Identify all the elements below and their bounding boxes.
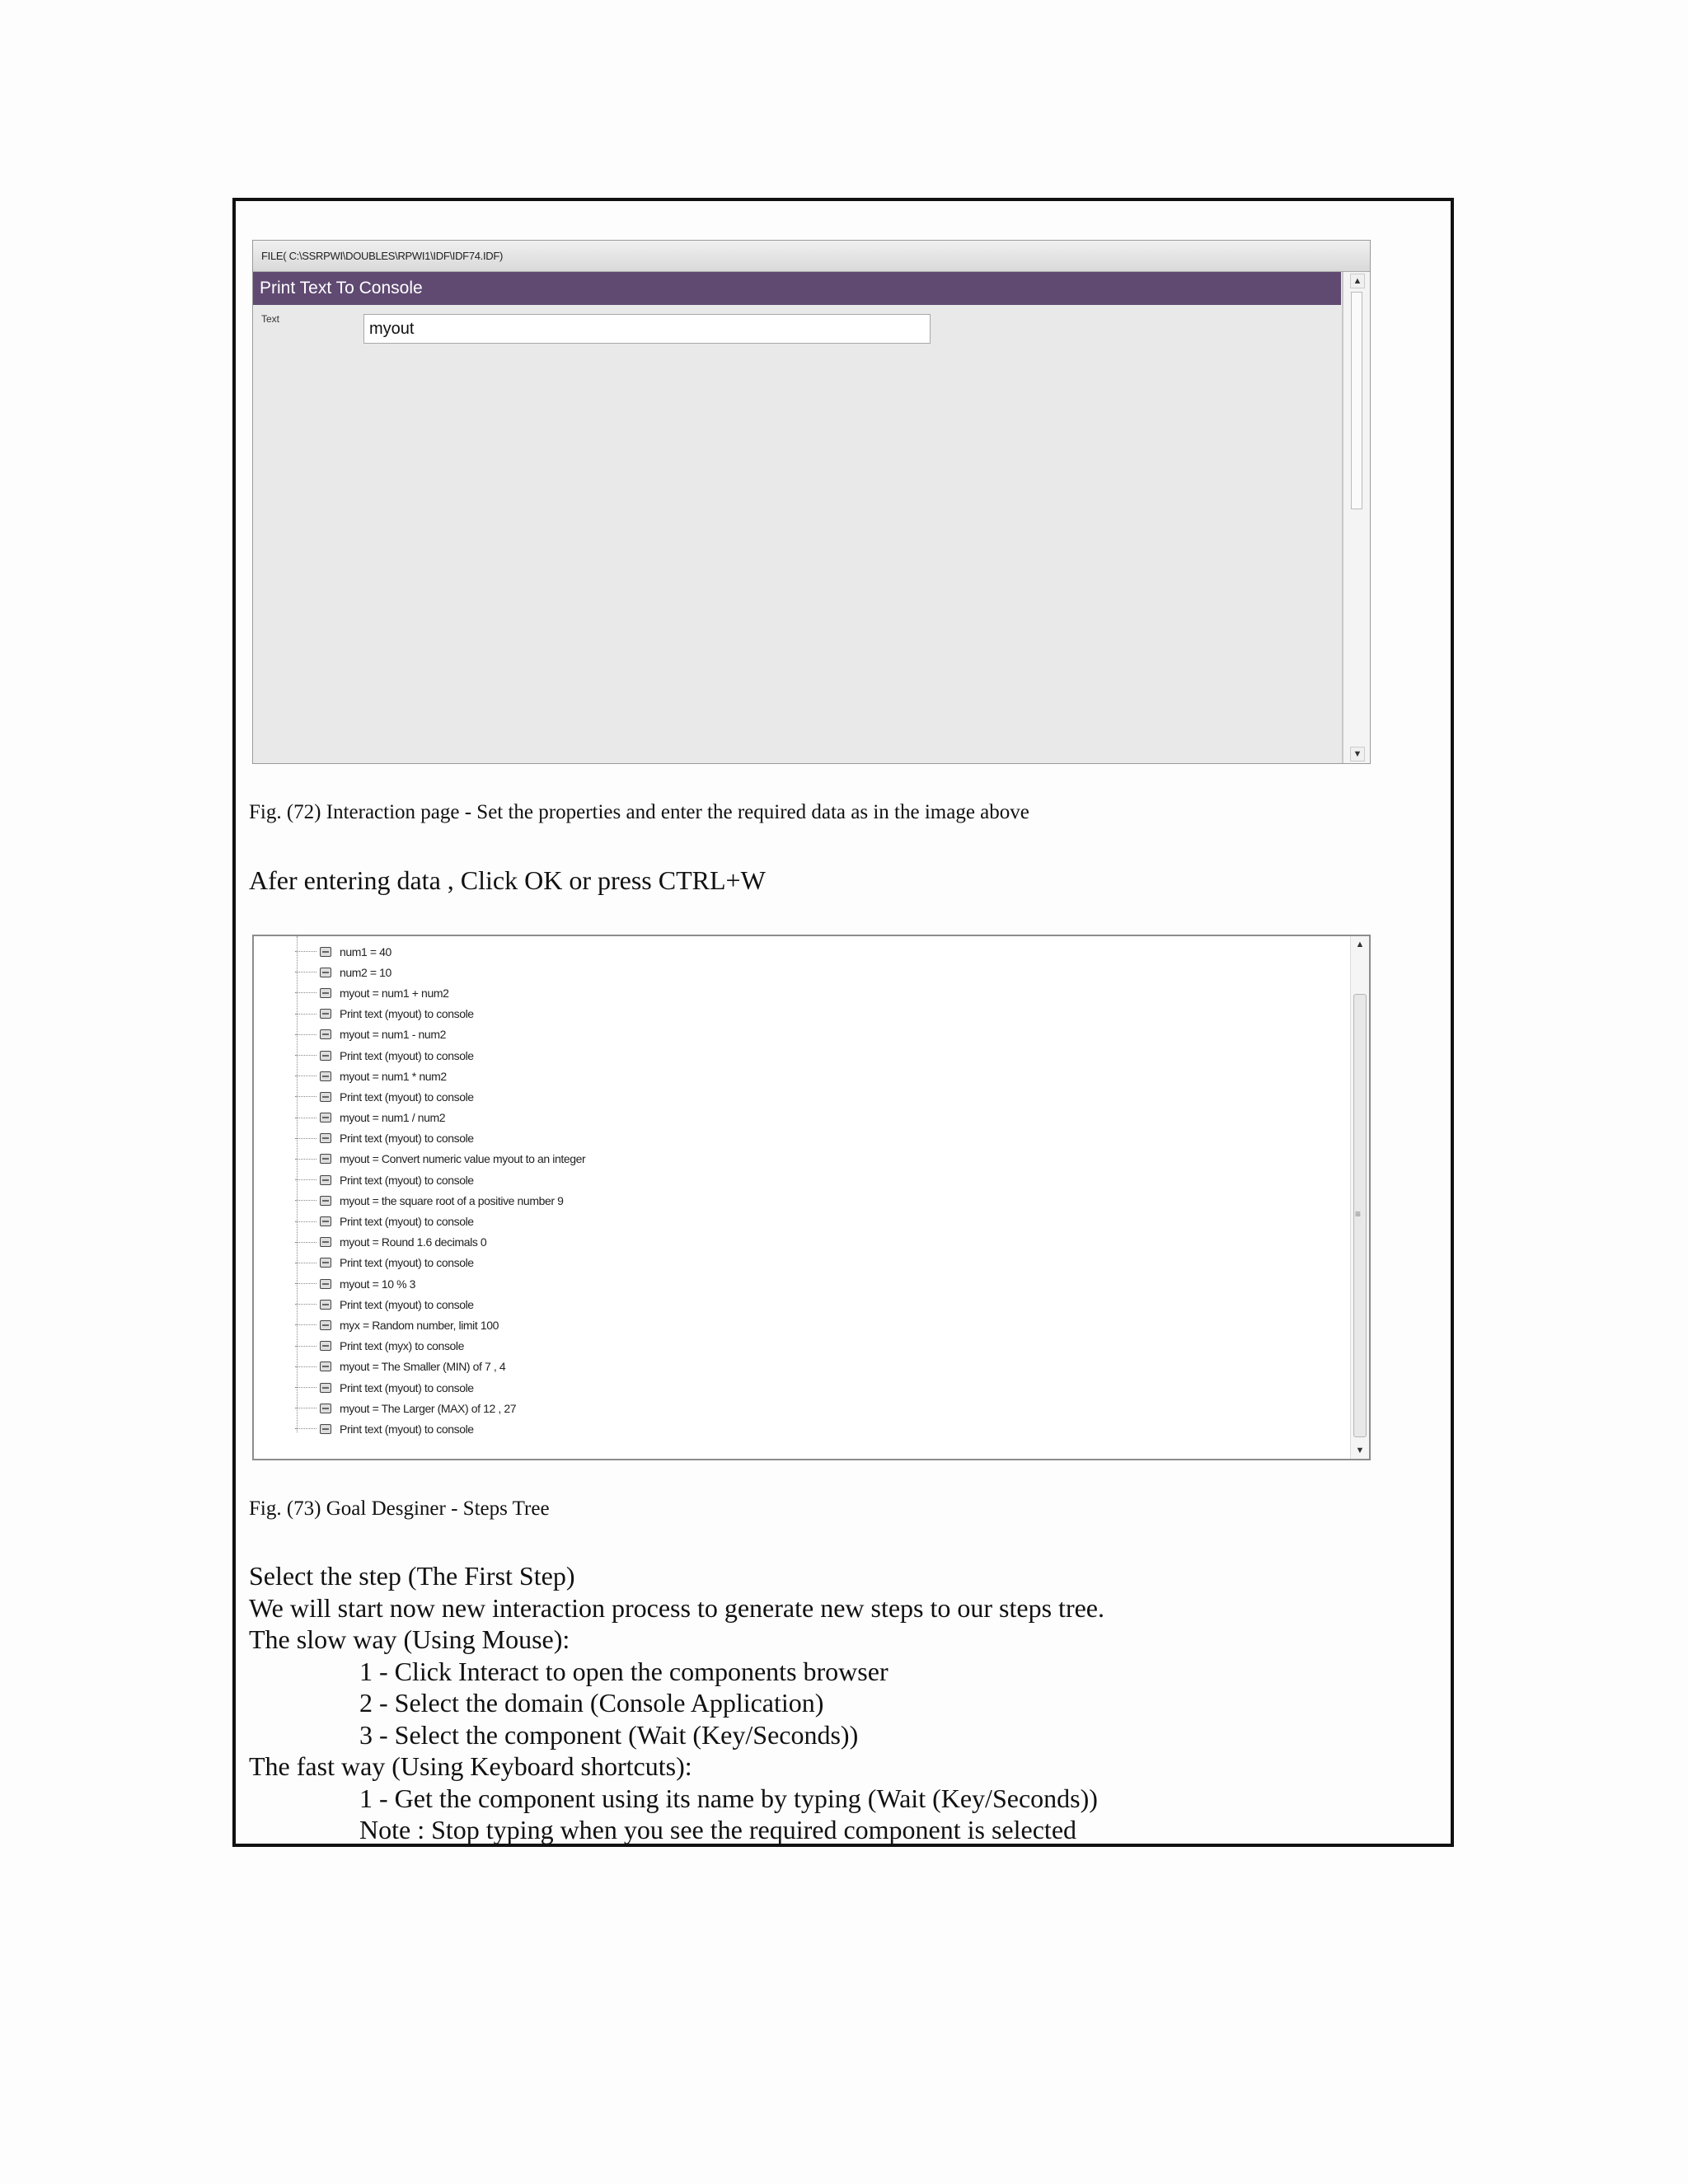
tree-connector <box>295 1324 316 1325</box>
tree-connector <box>295 1096 316 1097</box>
tree-connector <box>295 1138 316 1139</box>
tree-item[interactable] <box>295 1336 585 1357</box>
tree-item[interactable] <box>295 1357 585 1377</box>
body-line-8: 1 - Get the component using its name by typing (Wait (Key/Seconds)) <box>359 1783 1098 1813</box>
tree-connector <box>295 992 316 993</box>
tree-item[interactable] <box>295 1377 585 1398</box>
tree-item-label: myout = Convert numeric value myout to an integer <box>340 1152 586 1166</box>
tree-item[interactable] <box>295 1024 585 1045</box>
tree-item[interactable] <box>295 982 585 1003</box>
step-icon <box>320 1258 331 1268</box>
tree-connector <box>295 1014 316 1015</box>
tree-item[interactable] <box>295 941 585 962</box>
step-icon <box>320 1361 331 1371</box>
down-arrow-icon[interactable]: ▼ <box>1355 1446 1365 1455</box>
tree-item-label: Print text (myout) to console <box>340 1132 474 1146</box>
tree-item-label: Print text (myout) to console <box>340 1048 474 1062</box>
step-icon <box>320 1175 331 1185</box>
step-icon <box>320 1237 331 1247</box>
tree-connector <box>295 1304 316 1305</box>
tree-connector <box>295 1428 316 1429</box>
tree-connector <box>295 1221 316 1222</box>
tree-item-label: num1 = 40 <box>340 944 392 958</box>
body-line-6: 3 - Select the component (Wait (Key/Seconds)) <box>359 1720 859 1750</box>
tree-connector <box>295 1200 316 1201</box>
step-icon <box>320 1009 331 1019</box>
text-label: Text <box>261 313 280 325</box>
body-line-3: The slow way (Using Mouse): <box>249 1624 570 1654</box>
tree-item-label: Print text (myout) to console <box>340 1297 474 1311</box>
body-line-9: Note : Stop typing when you see the required component is selected <box>359 1815 1077 1844</box>
text-input[interactable]: myout <box>363 314 931 344</box>
tree-item[interactable] <box>295 1004 585 1024</box>
tree-item-label: myout = The Larger (MAX) of 12 , 27 <box>340 1401 517 1415</box>
step-icon <box>320 1196 331 1206</box>
file-path-bar: FILE( C:\SSRPWI\DOUBLES\RPWI1\IDF\IDF74.IDF) <box>253 241 1370 272</box>
tree-connector <box>295 1242 316 1243</box>
tree-item[interactable] <box>295 1398 585 1418</box>
instruction-text: Afer entering data , Click OK or press CTRL+W <box>249 865 766 895</box>
tree-item[interactable] <box>295 1128 585 1149</box>
scroll-thumb[interactable] <box>1351 292 1362 509</box>
up-arrow-icon[interactable]: ▲ <box>1355 940 1365 949</box>
step-icon <box>320 1404 331 1413</box>
tree-item-label: Print text (myout) to console <box>340 1422 474 1436</box>
tree-item[interactable] <box>295 1045 585 1066</box>
tree-item[interactable] <box>295 1190 585 1211</box>
tree-item-label: Print text (myout) to console <box>340 1215 474 1229</box>
step-icon <box>320 947 331 957</box>
tree-item-label: myout = The Smaller (MIN) of 7 , 4 <box>340 1360 506 1374</box>
figure-72-caption: Fig. (72) Interaction page - Set the properties and enter the required data as in the image above <box>249 801 1029 823</box>
tree-item-label: Print text (myout) to console <box>340 1380 474 1394</box>
tree-connector <box>295 1179 316 1180</box>
steps-tree <box>295 941 585 1440</box>
tree-item[interactable] <box>295 1169 585 1190</box>
step-icon <box>320 988 331 998</box>
step-icon <box>320 1133 331 1143</box>
body-line-5: 2 - Select the domain (Console Application) <box>359 1688 824 1718</box>
step-icon <box>320 1216 331 1226</box>
step-icon <box>320 1320 331 1330</box>
tree-item-label: myx = Random number, limit 100 <box>340 1318 499 1332</box>
tree-item[interactable] <box>295 1108 585 1128</box>
steps-tree-window <box>252 935 1371 1460</box>
tree-item[interactable] <box>295 962 585 982</box>
vertical-scrollbar[interactable] <box>1342 272 1370 763</box>
step-icon <box>320 1029 331 1039</box>
tree-item[interactable] <box>295 1211 585 1231</box>
tree-item[interactable] <box>295 1315 585 1335</box>
step-icon <box>320 1113 331 1122</box>
step-icon <box>320 1383 331 1393</box>
tree-item-label: myout = 10 % 3 <box>340 1277 416 1291</box>
step-icon <box>320 1279 331 1289</box>
tree-item[interactable] <box>295 1294 585 1315</box>
body-line-7: The fast way (Using Keyboard shortcuts): <box>249 1751 692 1781</box>
tree-connector <box>295 1366 316 1367</box>
panel-title: Print Text To Console <box>253 272 1341 305</box>
tree-item[interactable] <box>295 1066 585 1086</box>
tree-item[interactable] <box>295 1086 585 1107</box>
tree-item-label: myout = Round 1.6 decimals 0 <box>340 1235 487 1249</box>
tree-item-label: myout = num1 / num2 <box>340 1111 446 1125</box>
body-line-4: 1 - Click Interact to open the components browser <box>359 1657 889 1686</box>
tree-item[interactable] <box>295 1253 585 1273</box>
tree-item-label: Print text (myout) to console <box>340 1090 474 1104</box>
step-icon <box>320 1154 331 1164</box>
tree-connector <box>295 1283 316 1284</box>
tree-item[interactable] <box>295 1418 585 1439</box>
grip-icon: ≡ <box>1355 1208 1362 1220</box>
step-icon <box>320 1092 331 1102</box>
tree-item-label: num2 = 10 <box>340 965 392 979</box>
tree-item[interactable] <box>295 1232 585 1253</box>
tree-item-label: myout = num1 - num2 <box>340 1028 446 1042</box>
down-arrow-icon[interactable]: ▼ <box>1350 747 1365 762</box>
tree-item-label: myout = the square root of a positive number 9 <box>340 1193 564 1207</box>
tree-item-label: Print text (myx) to console <box>340 1339 465 1353</box>
tree-item-label: myout = num1 + num2 <box>340 986 449 1000</box>
vertical-scrollbar[interactable] <box>1350 936 1369 1459</box>
step-icon <box>320 968 331 977</box>
tree-item-label: Print text (myout) to console <box>340 1256 474 1270</box>
body-line-2: We will start now new interaction process to generate new steps to our steps tree. <box>249 1593 1104 1623</box>
step-icon <box>320 1341 331 1351</box>
tree-item-label: Print text (myout) to console <box>340 1007 474 1021</box>
tree-connector <box>295 1159 316 1160</box>
tree-connector <box>295 1055 316 1056</box>
tree-item-label: Print text (myout) to console <box>340 1173 474 1187</box>
tree-item[interactable] <box>295 1149 585 1169</box>
step-icon <box>320 1071 331 1081</box>
up-arrow-icon[interactable]: ▲ <box>1350 274 1365 288</box>
tree-item-label: myout = num1 * num2 <box>340 1069 447 1083</box>
interaction-page-window <box>252 240 1371 764</box>
step-icon <box>320 1051 331 1061</box>
step-icon <box>320 1424 331 1434</box>
tree-connector <box>295 1387 316 1388</box>
figure-73-caption: Fig. (73) Goal Desginer - Steps Tree <box>249 1497 550 1520</box>
step-icon <box>320 1300 331 1310</box>
tree-connector <box>295 951 316 952</box>
tree-connector <box>295 1346 316 1347</box>
tree-connector <box>295 1034 316 1035</box>
tree-item[interactable] <box>295 1273 585 1294</box>
body-line-1: Select the step (The First Step) <box>249 1561 575 1591</box>
